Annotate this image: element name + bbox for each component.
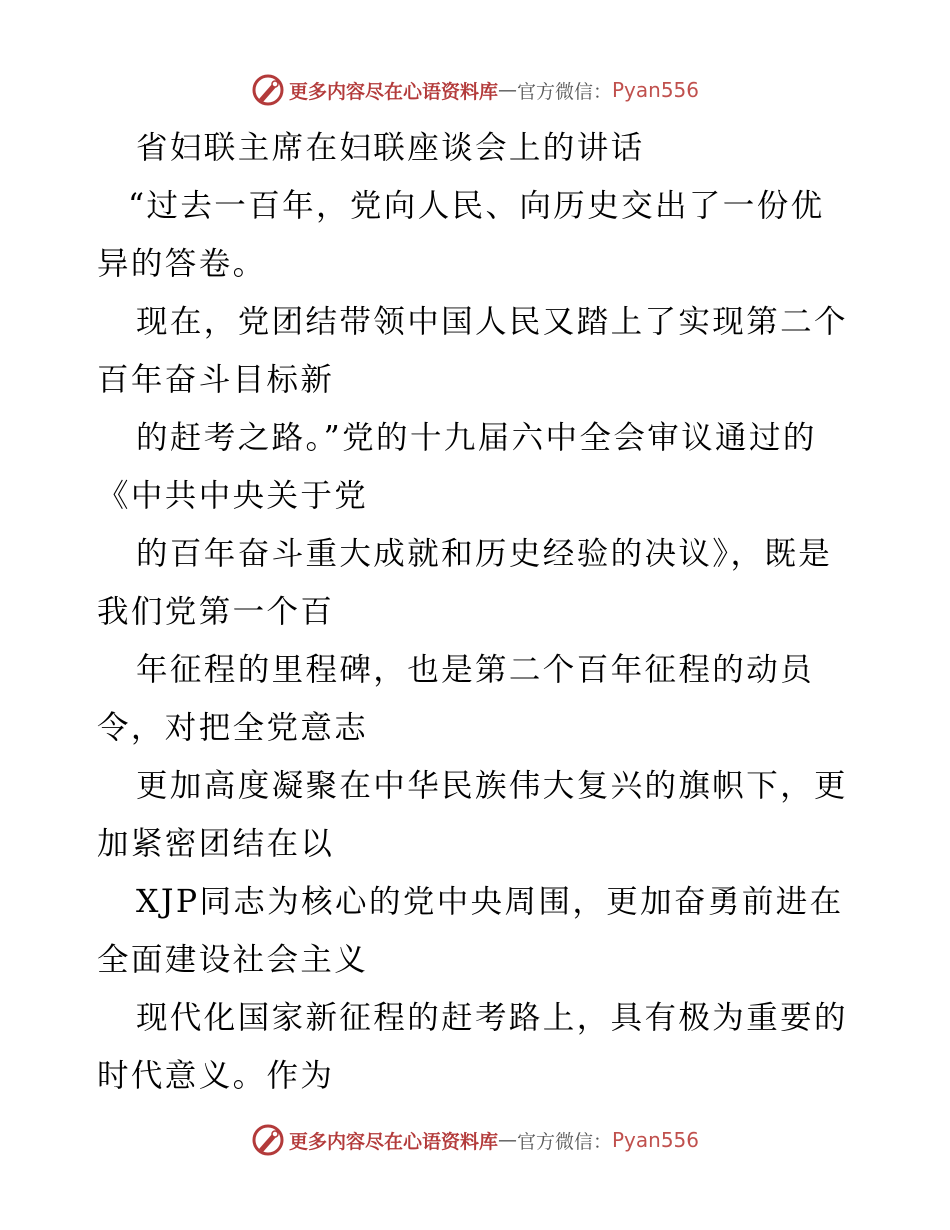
text-line: 加紧密团结在以	[97, 826, 335, 862]
text-line: XJP同志为核心的党中央周围，更加奋勇前进在	[136, 884, 844, 920]
text-line: 更加高度凝聚在中华民族伟大复兴的旗帜下，更	[136, 768, 848, 804]
banner-account: Pyan556	[612, 78, 700, 102]
text-line: 异的答卷。	[97, 246, 267, 282]
text-line: 百年奋斗目标新	[97, 362, 335, 398]
text-line: 现在，党团结带领中国人民又踏上了实现第二个	[136, 304, 848, 340]
header-banner	[0, 70, 950, 110]
banner-separator: —	[497, 1129, 517, 1151]
banner-account: Pyan556	[612, 1128, 700, 1152]
text-line: 时代意义。作为	[97, 1058, 335, 1094]
banner-channel: 官方微信：	[516, 1130, 612, 1153]
text-line: 现代化国家新征程的赶考路上，具有极为重要的	[136, 1000, 848, 1036]
text-line: 的赶考之路。”党的十九届六中全会审议通过的	[136, 420, 817, 456]
document-title: 省妇联主席在妇联座谈会上的讲话	[136, 130, 645, 166]
logo-icon	[251, 73, 285, 107]
text-line: 《中共中央关于党	[97, 478, 369, 514]
logo-icon	[251, 1123, 285, 1157]
text-line: 令，对把全党意志	[97, 710, 369, 746]
text-line: “过去一百年，党向人民、向历史交出了一份优	[128, 188, 825, 224]
text-line: 全面建设社会主义	[97, 942, 369, 978]
banner-separator: —	[497, 79, 517, 101]
text-line: 年征程的里程碑，也是第二个百年征程的动员	[136, 652, 815, 688]
banner-channel: 官方微信：	[516, 80, 612, 103]
text-line: 的百年奋斗重大成就和历史经验的决议》，既是	[136, 536, 833, 572]
footer-banner	[0, 1120, 950, 1160]
banner-brand: 更多内容尽在心语资料库	[288, 80, 498, 103]
text-line: 我们党第一个百	[97, 594, 335, 630]
banner-brand: 更多内容尽在心语资料库	[288, 1130, 498, 1153]
